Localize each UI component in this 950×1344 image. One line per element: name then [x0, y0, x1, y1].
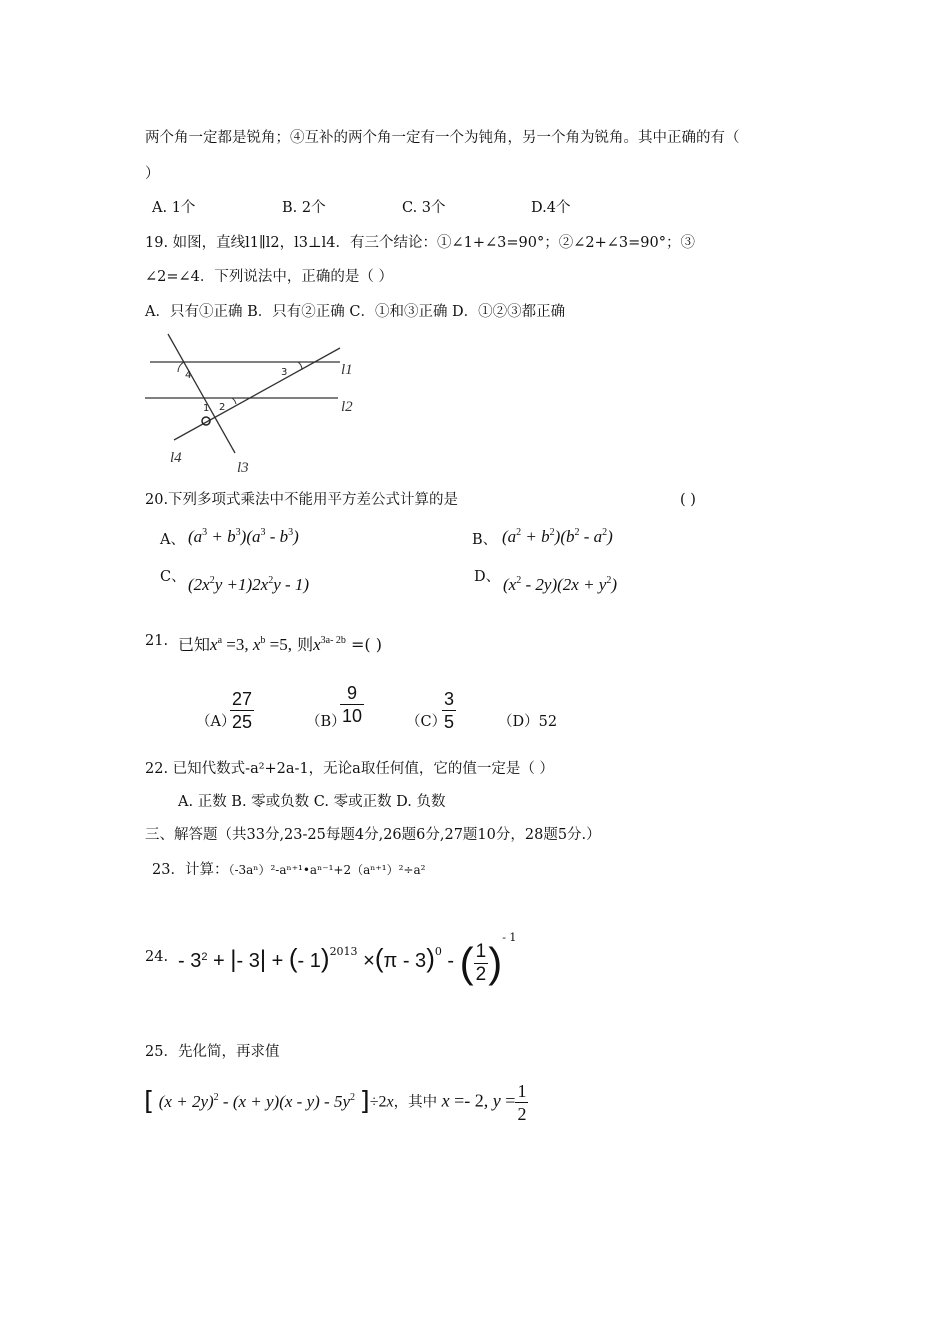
q19-figure [140, 328, 380, 478]
q21-option-c-fraction: $\frac{3}{5}$ [444, 689, 455, 732]
angle-label-1: 1 [203, 403, 210, 414]
q20-stem: 20.下列多项式乘法中不能用平方差公式计算的是 [145, 492, 459, 508]
section-3-heading: 三、解答题（共33分,23-25每题4分,26题6分,27题10分，28题5分.） [145, 827, 601, 843]
q23-expression: （-3aⁿ）²-aⁿ⁺¹•aⁿ⁻¹+2（aⁿ⁺¹）²÷a² [228, 863, 426, 877]
q21-given-expr: $x^a =3$, $x^b =5$, [210, 635, 292, 654]
q21-option-b-label: （B） [306, 714, 346, 730]
q22-stem: 22. 已知代数式-a²+2a-1，无论a取任何值，它的值一定是（ ） [145, 761, 554, 777]
q21-option-c-label: （C） [406, 714, 447, 730]
line-l3 [168, 334, 235, 453]
q25-y-fraction: $\frac{1}{2}$ [517, 1081, 527, 1124]
q25-label: 25．先化简，再求值 [145, 1044, 280, 1060]
q23-label: 23．计算：（-3aⁿ）²-aⁿ⁺¹•aⁿ⁻¹+2（aⁿ⁺¹）²÷a² [152, 862, 426, 878]
q20-option-a-expr: $(a^3 + b^3)(a^3 - b^3)$ [188, 527, 299, 546]
q21-option-a-label: （A） [196, 714, 236, 730]
q20-label-a: A、 [160, 532, 185, 548]
q25-expression: [ $(x + 2y)^2 - (x + y)(x - y) - 5y^2$ ]÷2x，其中 x =- 2, y = $\frac{1}{2}$ [144, 1081, 527, 1124]
angle-label-4: 4 [185, 370, 192, 381]
label-l1: l1 [341, 362, 353, 378]
q20-option-c-expr: $(2x^2y +1)2x^2y - 1$) [188, 575, 310, 594]
q19-options: A．只有①正确 B．只有②正确 C．①和③正确 D．①②③都正确 [145, 304, 566, 320]
angle-label-2: 2 [219, 402, 226, 413]
q21-option-b-fraction: $\frac{9}{10}$ [342, 683, 363, 726]
q18-option-b: B. 2个 [282, 200, 326, 216]
angle-2-arc [232, 398, 236, 404]
q20-answer-paren: ( ) [680, 492, 696, 508]
q18-option-d: D.4个 [531, 200, 571, 216]
q21-stem: 已知$x^a =3$, $x^b =5$, 则$x^{3a- 2b}$ =( ) [178, 635, 382, 654]
q20-label-c: C、 [160, 569, 186, 585]
q19-stem-line2: ∠2=∠4．下列说法中，正确的是（ ） [145, 269, 394, 285]
q20-option-b-expr: $(a^2 + b^2)(b^2 - a^2)$ [502, 527, 613, 546]
q22-options: A. 正数 B. 零或负数 C. 零或正数 D. 负数 [178, 794, 446, 810]
q21-option-a-fraction: $\frac{27}{25}$ [232, 689, 253, 732]
q18-continuation: 两个角一定都是锐角；④互补的两个角一定有一个为钝角，另一个角为锐角。其中正确的有（ [145, 130, 740, 146]
q20-label-d: D、 [474, 569, 501, 585]
q24-half-fraction: $\frac{1}{2}$ [475, 940, 487, 985]
q18-option-a: A. 1个 [152, 200, 196, 216]
q19-stem-line1: 19. 如图，直线l1∥l2，l3⊥l4．有三个结论：①∠1+∠3=90°；②∠2+∠3=90°；③ [145, 235, 695, 251]
q18-close-paren: ） [145, 166, 160, 182]
angle-label-3: 3 [281, 367, 288, 378]
label-l4: l4 [170, 450, 182, 466]
label-l3: l3 [237, 460, 249, 476]
q20-label-b: B、 [472, 532, 498, 548]
q24-label: 24. [145, 949, 169, 965]
q18-option-c: C. 3个 [402, 200, 446, 216]
q21-option-d: （D）52 [498, 714, 558, 730]
q24-expression: - $3^2$ + |- 3| + (- 1)$^{2013}$ ×(π - 3)$^0$ - ( $\frac{1}{2}$ )$^{- 1}$ [178, 931, 517, 986]
q21-target-expr: $x^{3a- 2b}$ [313, 635, 346, 654]
q21-number: 21. [145, 633, 169, 649]
angle-4-arc [178, 362, 184, 372]
label-l2: l2 [341, 399, 353, 415]
q20-option-d-expr: $(x^2 - 2y)(2x + y^2)$ [503, 575, 618, 594]
